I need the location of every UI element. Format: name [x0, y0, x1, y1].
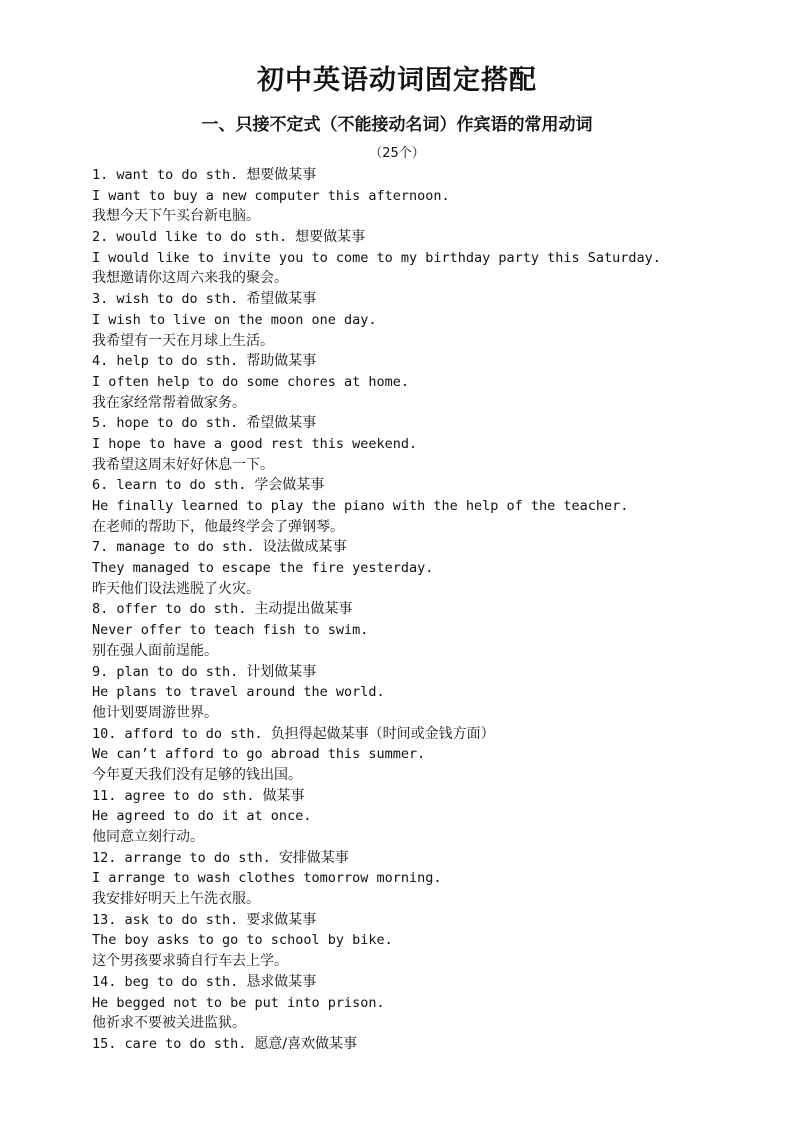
verb-meaning: 想要做某事 [295, 229, 366, 246]
example-sentence-cn: 昨天他们设法逃脱了火灾。 [92, 580, 260, 597]
example-sentence-cn: 这个男孩要求骑自行车去上学。 [92, 953, 288, 970]
verb-entry [92, 972, 782, 1034]
verb-phrase: 12. arrange to do sth. [92, 849, 271, 866]
verb-phrase-line [92, 475, 782, 496]
example-sentence-en: I would like to invite you to come to my birthday party this Saturday. [92, 249, 661, 266]
verb-phrase: 6. learn to do sth. [92, 477, 247, 494]
verb-phrase-line [92, 972, 782, 993]
verb-meaning: 希望做某事 [246, 291, 317, 308]
verb-entry [92, 475, 782, 537]
verb-phrase: 2. would like to do sth. [92, 229, 288, 246]
verb-entry [92, 351, 782, 413]
verb-phrase-line [92, 1034, 782, 1055]
verb-phrase-line [92, 724, 782, 745]
example-sentence-en: I arrange to wash clothes tomorrow morning. [92, 870, 442, 887]
verb-entry [92, 289, 782, 351]
document-title: 初中英语动词固定搭配 [257, 65, 537, 96]
verb-meaning: 做某事 [262, 787, 305, 804]
verb-entry [92, 786, 782, 848]
verb-meaning: 希望做某事 [246, 415, 317, 432]
verb-phrase-line [92, 413, 782, 434]
example-sentence-cn: 他同意立刻行动。 [92, 829, 204, 845]
example-sentence-cn: 他祈求不要被关进监狱。 [92, 1015, 246, 1032]
example-sentence-en: I often help to do some chores at home. [92, 373, 409, 390]
example-sentence-en: Never offer to teach fish to swim. [92, 622, 369, 639]
verb-meaning: 主动提出做某事 [254, 601, 353, 618]
verb-list [92, 165, 782, 1055]
verb-entry [92, 662, 782, 724]
example-sentence-cn: 我希望这周末好好休息一下。 [92, 456, 274, 473]
verb-phrase-line [92, 351, 782, 372]
verb-entry [92, 227, 782, 289]
verb-meaning: 安排做某事 [278, 849, 349, 866]
verb-meaning: 想要做某事 [246, 167, 317, 183]
example-sentence-en: I hope to have a good rest this weekend. [92, 435, 418, 452]
example-sentence-en: He plans to travel around the world. [92, 684, 385, 701]
verb-meaning: 负担得起做某事（时间或金钱方面） [270, 725, 495, 742]
verb-meaning: 恳求做某事 [246, 973, 317, 990]
verb-phrase: 14. beg to do sth. [92, 973, 239, 990]
verb-meaning: 愿意/喜欢做某事 [254, 1035, 358, 1052]
verb-phrase: 4. help to do sth. [92, 353, 239, 370]
example-sentence-cn: 我想邀请你这周六来我的聚会。 [92, 270, 288, 287]
verb-phrase-line [92, 289, 782, 310]
verb-entry [92, 165, 782, 227]
verb-phrase-line [92, 786, 782, 807]
verb-meaning: 要求做某事 [246, 911, 317, 928]
verb-phrase-line [92, 910, 782, 931]
example-sentence-cn: 他计划要周游世界。 [92, 704, 218, 721]
example-sentence-en: He begged not to be put into prison. [92, 994, 385, 1011]
verb-entry [92, 1034, 782, 1055]
example-sentence-en: He agreed to do it at once. [92, 808, 312, 825]
example-sentence-en: We can’t afford to go abroad this summer. [92, 746, 426, 763]
verb-meaning: 计划做某事 [246, 663, 317, 680]
verb-phrase: 5. hope to do sth. [92, 415, 239, 432]
example-sentence-cn: 在老师的帮助下，他最终学会了弹钢琴。 [92, 518, 344, 535]
verb-meaning: 帮助做某事 [246, 353, 317, 370]
verb-phrase-line [92, 227, 782, 248]
verb-entry [92, 724, 782, 786]
example-sentence-cn: 今年夏天我们没有足够的钱出国。 [92, 766, 302, 783]
verb-phrase-line [92, 537, 782, 558]
section-heading: 一、只接不定式（不能接动名词）作宾语的常用动词 [201, 115, 593, 135]
example-sentence-cn: 我希望有一天在月球上生活。 [92, 332, 274, 349]
verb-meaning: 设法做成某事 [262, 539, 347, 556]
verb-entry [92, 599, 782, 661]
verb-phrase: 3. wish to do sth. [92, 291, 239, 308]
verb-phrase: 8. offer to do sth. [92, 601, 247, 618]
verb-entry [92, 910, 782, 972]
example-sentence-en: I wish to live on the moon one day. [92, 311, 377, 328]
verb-meaning: 学会做某事 [254, 477, 325, 494]
example-sentence-en: I want to buy a new computer this afternoon. [92, 187, 450, 204]
example-sentence-cn: 我想今天下午买台新电脑。 [92, 208, 260, 225]
verb-phrase: 10. afford to do sth. [92, 725, 263, 742]
verb-phrase-line [92, 662, 782, 683]
example-sentence-en: The boy asks to go to school by bike. [92, 932, 393, 949]
verb-phrase: 7. manage to do sth. [92, 539, 255, 556]
verb-entry [92, 413, 782, 475]
verb-phrase: 9. plan to do sth. [92, 663, 239, 680]
verb-phrase: 13. ask to do sth. [92, 911, 239, 928]
example-sentence-en: They managed to escape the fire yesterday. [92, 560, 434, 577]
verb-entry [92, 848, 782, 910]
verb-phrase-line [92, 848, 782, 869]
example-sentence-en: He finally learned to play the piano with the help of the teacher. [92, 498, 629, 514]
example-sentence-cn: 我在家经常帮着做家务。 [92, 394, 246, 411]
verb-phrase: 1. want to do sth. [92, 167, 239, 183]
verb-entry [92, 537, 782, 599]
example-sentence-cn: 别在强人面前逞能。 [92, 642, 218, 659]
verb-count: （25个） [369, 146, 425, 161]
example-sentence-cn: 我安排好明天上午洗衣服。 [92, 891, 260, 908]
verb-phrase: 15. care to do sth. [92, 1035, 247, 1052]
verb-phrase: 11. agree to do sth. [92, 787, 255, 804]
verb-phrase-line [92, 599, 782, 620]
verb-phrase-line [92, 165, 782, 186]
